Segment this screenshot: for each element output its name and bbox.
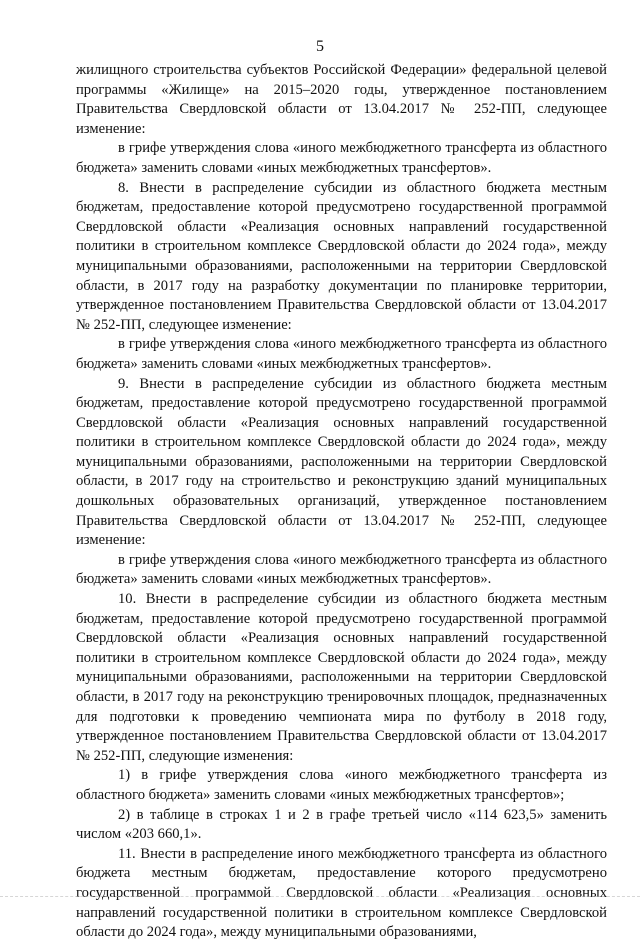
document-body <box>76 61 607 943</box>
paragraph-amendment: в грифе утверждения слова «иного межбюджетного трансферта из областного бюджета» заменить словами «иных межбюджетных трансфертов». <box>76 336 607 372</box>
paragraph-continuation: жилищного строительства субъектов Российской Федерации» федеральной целевой программы «Жилище» на 2015–2020 годы, утвержденное постановлением Правительства Свердловской области от 13.04.2017 № 252-ПП, следующее изменение: <box>76 62 607 137</box>
page-number: 5 <box>316 38 324 55</box>
paragraph-subitem-2: 2) в таблице в строках 1 и 2 в графе третьей число «114 623,5» заменить числом «203 660,1». <box>76 806 607 843</box>
scan-edge-divider <box>0 896 640 905</box>
paragraph-item-11: 11. Внести в распределение иного межбюджетного трансферта из областного бюджета местным бюджетам, предоставление которого предусмотрено государственной программой Свердловской области «Реализация основных направлений государственной политики в строительном комплексе Свердловской области до 2024 года», между муниципальными образованиями, <box>76 845 607 941</box>
paragraph-subitem-1: 1) в грифе утверждения слова «иного межбюджетного трансферта из областного бюджета» заменить словами «иных межбюджетных трансфертов»; <box>76 767 607 803</box>
paragraph-amendment: в грифе утверждения слова «иного межбюджетного трансферта из областного бюджета» заменить словами «иных межбюджетных трансфертов». <box>76 140 607 176</box>
paragraph-item-9: 9. Внести в распределение субсидии из областного бюджета местным бюджетам, предоставление которой предусмотрено государственной программой Свердловской области «Реализация основных направлений государственной политики в строительном комплексе Свердловской области до 2024 года», между муниципальными образованиями, расположенными на территории Свердловской области, в 2017 году на строительство и реконструкцию зданий муниципальных дошкольных образовательных организаций, утвержденное постановлением Правительства Свердловской области от 13.04.2017 № 252-ПП, следующее изменение: <box>76 375 607 549</box>
paragraph-item-8: 8. Внести в распределение субсидии из областного бюджета местным бюджетам, предоставление которой предусмотрено государственной программой Свердловской области «Реализация основных направлений государственной политики в строительном комплексе Свердловской области до 2024 года», между муниципальными образованиями, расположенными на территории Свердловской области, в 2017 году на разработку документации по планировке территории, утвержденное постановлением Правительства Свердловской области от 13.04.2017 № 252-ПП, следующее изменение: <box>76 179 607 333</box>
paragraph-item-10: 10. Внести в распределение субсидии из областного бюджета местным бюджетам, предоставление которой предусмотрено государственной программой Свердловской области «Реализация основных направлений государственной политики в строительном комплексе Свердловской области до 2024 года», между муниципальными образованиями, расположенными на территории Свердловской области, в 2017 году на реконструкцию тренировочных площадок, предназначенных для подготовки к проведению чемпионата мира по футболу в 2018 году, утвержденное постановлением Правительства Свердловской области от 13.04.2017 № 252-ПП, следующие изменения: <box>76 591 607 764</box>
paragraph-amendment: в грифе утверждения слова «иного межбюджетного трансферта из областного бюджета» заменить словами «иных межбюджетных трансфертов». <box>76 551 607 588</box>
